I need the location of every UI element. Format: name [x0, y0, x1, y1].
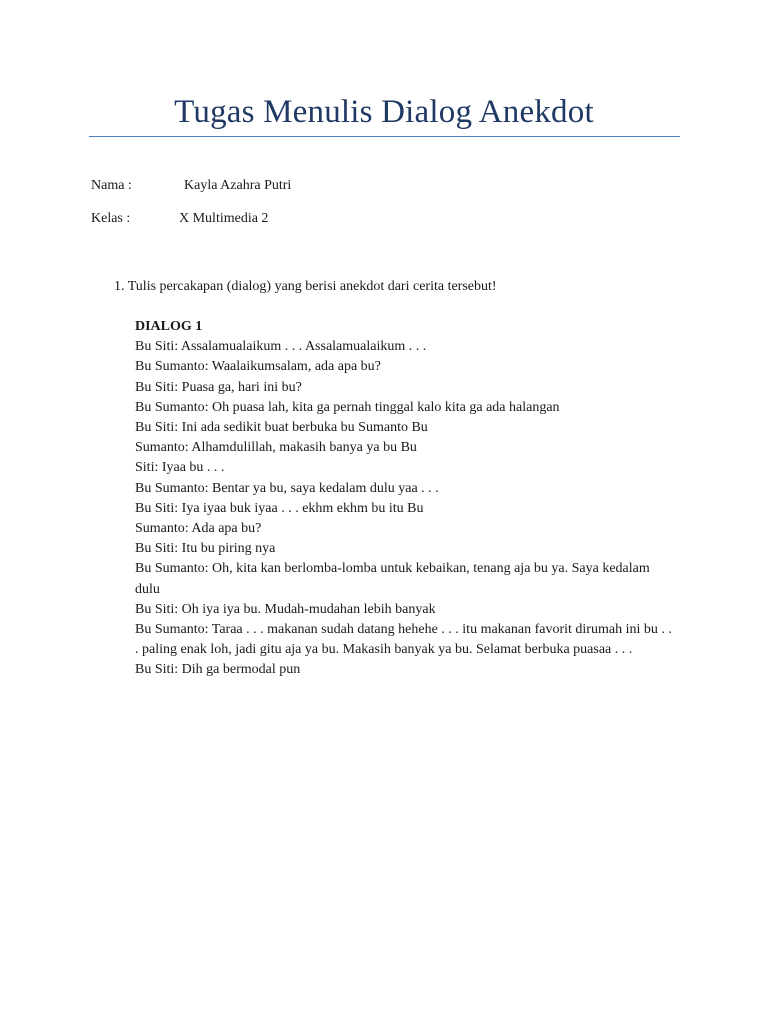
dialog-line: Bu Siti: Ini ada sedikit buat berbuka bu Sumanto Bu: [135, 420, 428, 436]
dialog-line: Bu Sumanto: Bentar ya bu, saya kedalam dulu yaa . . .: [135, 480, 439, 496]
dialog-line: Bu Siti: Itu bu piring nya: [135, 541, 276, 557]
nama-field: [91, 177, 292, 195]
dialog-line: Bu Siti: Puasa ga, hari ini bu?: [135, 379, 302, 395]
nama-label: Nama :: [91, 178, 132, 193]
dialog-line: Bu Siti: Oh iya iya bu. Mudah-mudahan lebih banyak: [135, 601, 436, 617]
dialog-block: [135, 317, 675, 681]
dialog-line: Siti: Iyaa bu . . .: [135, 460, 225, 476]
dialog-line: Bu Sumanto: Oh puasa lah, kita ga pernah tinggal kalo kita ga ada halangan: [135, 399, 560, 415]
title-underline: [89, 136, 680, 137]
question-text: 1. Tulis percakapan (dialog) yang berisi anekdot dari cerita tersebut!: [114, 279, 497, 294]
kelas-label: Kelas :: [91, 211, 131, 226]
dialog-line: Bu Siti: Iya iyaa buk iyaa . . . ekhm ekhm bu itu Bu: [135, 500, 424, 516]
dialog-line: Bu Sumanto: Waalaikumsalam, ada apa bu?: [135, 359, 381, 375]
kelas-value: X Multimedia 2: [179, 211, 269, 226]
dialog-line: Bu Siti: Dih ga bermodal pun: [135, 662, 301, 678]
dialog-line: Bu Sumanto: Oh, kita kan berlomba-lomba untuk kebaikan, tenang aja bu ya. Saya kedalam dulu: [135, 561, 650, 597]
dialog-line: Sumanto: Ada apa bu?: [135, 521, 262, 537]
dialog-heading: DIALOG 1: [135, 319, 203, 334]
nama-value: Kayla Azahra Putri: [184, 178, 292, 193]
kelas-field: [91, 210, 269, 228]
dialog-line: Sumanto: Alhamdulillah, makasih banya ya bu Bu: [135, 440, 417, 456]
dialog-line: Bu Siti: Assalamualaikum . . . Assalamualaikum . . .: [135, 339, 427, 355]
document-title: Tugas Menulis Dialog Anekdot: [174, 94, 594, 130]
dialog-line: Bu Sumanto: Taraa . . . makanan sudah datang hehehe . . . itu makanan favorit dirumah ini bu . . . paling enak loh, jadi gitu aja ya bu. Makasih banyak ya bu. Selamat berbuka puasaa . . .: [135, 622, 672, 658]
